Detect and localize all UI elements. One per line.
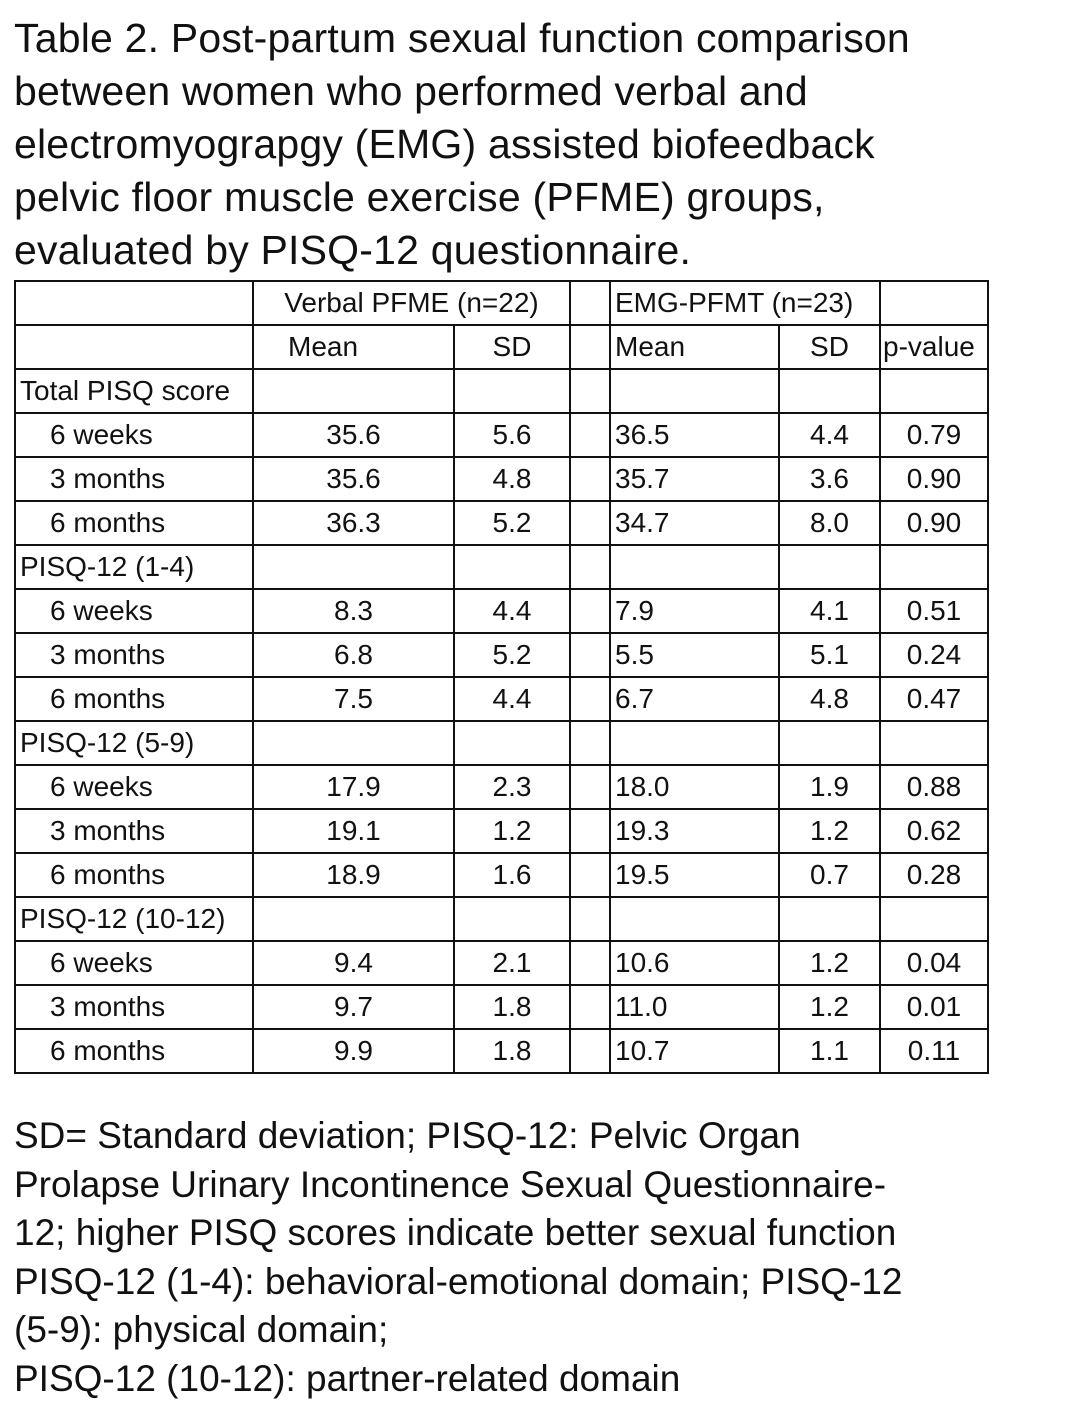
- emg-mean-cell: 10.6: [610, 941, 779, 985]
- table-row: [15, 457, 988, 501]
- p-value-cell: 0.04: [880, 941, 988, 985]
- empty-cell: [454, 897, 570, 941]
- table-row: [15, 1029, 988, 1073]
- gap-cell: [570, 809, 610, 853]
- time-point-cell: 6 weeks: [15, 413, 253, 457]
- footnote-line: 12; higher PISQ scores indicate better sexual function: [14, 1212, 897, 1253]
- time-point-cell: 3 months: [15, 985, 253, 1029]
- empty-cell: [253, 545, 454, 589]
- time-point-cell: 3 months: [15, 457, 253, 501]
- verbal-mean-cell: 9.4: [253, 941, 454, 985]
- section-label: Total PISQ score: [15, 369, 253, 413]
- table-row: [15, 413, 988, 457]
- verbal-sd-cell: 2.3: [454, 765, 570, 809]
- verbal-mean-cell: 35.6: [253, 457, 454, 501]
- empty-cell: [610, 369, 779, 413]
- time-point-cell: 3 months: [15, 633, 253, 677]
- time-point-cell: 6 weeks: [15, 765, 253, 809]
- p-value-cell: 0.90: [880, 501, 988, 545]
- gap-cell: [570, 853, 610, 897]
- time-point-cell: 6 months: [15, 501, 253, 545]
- p-value-cell: 0.51: [880, 589, 988, 633]
- gap-cell: [570, 281, 610, 325]
- section-label: PISQ-12 (10-12): [15, 897, 253, 941]
- verbal-mean-cell: 8.3: [253, 589, 454, 633]
- table-footnotes: [14, 1112, 1074, 1403]
- table-row: [15, 633, 988, 677]
- verbal-sd-cell: 5.6: [454, 413, 570, 457]
- verbal-sd-cell: 4.4: [454, 677, 570, 721]
- verbal-group-header: Verbal PFME (n=22): [253, 281, 570, 325]
- empty-header-cell: [880, 281, 988, 325]
- gap-cell: [570, 633, 610, 677]
- emg-sd-cell: 0.7: [779, 853, 880, 897]
- emg-mean-cell: 18.0: [610, 765, 779, 809]
- empty-cell: [570, 897, 610, 941]
- empty-cell: [253, 721, 454, 765]
- section-label: PISQ-12 (1-4): [15, 545, 253, 589]
- verbal-mean-cell: 7.5: [253, 677, 454, 721]
- emg-mean-cell: 10.7: [610, 1029, 779, 1073]
- empty-cell: [570, 545, 610, 589]
- verbal-sd-cell: 4.8: [454, 457, 570, 501]
- empty-cell: [880, 369, 988, 413]
- verbal-mean-cell: 6.8: [253, 633, 454, 677]
- verbal-sd-cell: 1.6: [454, 853, 570, 897]
- section-header-row: [15, 897, 988, 941]
- empty-header-cell: [15, 325, 253, 369]
- emg-sd-header: SD: [779, 325, 880, 369]
- table-row: [15, 941, 988, 985]
- empty-cell: [610, 545, 779, 589]
- time-point-cell: 6 weeks: [15, 941, 253, 985]
- emg-mean-cell: 36.5: [610, 413, 779, 457]
- emg-sd-cell: 8.0: [779, 501, 880, 545]
- verbal-sd-cell: 4.4: [454, 589, 570, 633]
- verbal-sd-cell: 5.2: [454, 501, 570, 545]
- empty-cell: [454, 721, 570, 765]
- emg-sd-cell: 1.9: [779, 765, 880, 809]
- gap-cell: [570, 1029, 610, 1073]
- verbal-sd-cell: 5.2: [454, 633, 570, 677]
- emg-sd-cell: 1.2: [779, 985, 880, 1029]
- gap-cell: [570, 677, 610, 721]
- emg-sd-cell: 4.1: [779, 589, 880, 633]
- caption-line: evaluated by PISQ-12 questionnaire.: [14, 227, 692, 273]
- footnote-line: PISQ-12 (1-4): behavioral-emotional domain; PISQ-12: [14, 1260, 903, 1302]
- emg-mean-cell: 11.0: [610, 985, 779, 1029]
- empty-cell: [779, 545, 880, 589]
- sub-header-row: [15, 325, 988, 369]
- emg-group-header: EMG-PFMT (n=23): [610, 281, 880, 325]
- section-header-row: [15, 721, 988, 765]
- emg-sd-cell: 4.8: [779, 677, 880, 721]
- empty-cell: [880, 545, 988, 589]
- table-row: [15, 501, 988, 545]
- emg-mean-cell: 6.7: [610, 677, 779, 721]
- verbal-mean-header: Mean: [253, 325, 454, 369]
- verbal-mean-cell: 9.7: [253, 985, 454, 1029]
- caption-line: between women who performed verbal and: [14, 68, 808, 114]
- time-point-cell: 3 months: [15, 809, 253, 853]
- emg-sd-cell: 4.4: [779, 413, 880, 457]
- empty-cell: [779, 897, 880, 941]
- caption-line: pelvic floor muscle exercise (PFME) groups,: [14, 174, 825, 220]
- time-point-cell: 6 months: [15, 1029, 253, 1073]
- emg-sd-cell: 1.2: [779, 941, 880, 985]
- empty-cell: [779, 721, 880, 765]
- empty-cell: [253, 369, 454, 413]
- gap-cell: [570, 457, 610, 501]
- verbal-mean-cell: 36.3: [253, 501, 454, 545]
- gap-cell: [570, 765, 610, 809]
- verbal-sd-cell: 2.1: [454, 941, 570, 985]
- verbal-sd-cell: 1.8: [454, 985, 570, 1029]
- footnote-line: SD= Standard deviation; PISQ-12: Pelvic Organ: [14, 1115, 801, 1156]
- time-point-cell: 6 months: [15, 853, 253, 897]
- p-value-cell: 0.88: [880, 765, 988, 809]
- table-row: [15, 677, 988, 721]
- gap-cell: [570, 325, 610, 369]
- emg-sd-cell: 1.2: [779, 809, 880, 853]
- section-header-row: [15, 545, 988, 589]
- p-value-cell: 0.62: [880, 809, 988, 853]
- emg-mean-header: Mean: [610, 325, 779, 369]
- empty-cell: [610, 897, 779, 941]
- time-point-cell: 6 weeks: [15, 589, 253, 633]
- empty-cell: [253, 897, 454, 941]
- p-value-cell: 0.01: [880, 985, 988, 1029]
- table-row: [15, 589, 988, 633]
- section-label: PISQ-12 (5-9): [15, 721, 253, 765]
- gap-cell: [570, 589, 610, 633]
- emg-sd-cell: 5.1: [779, 633, 880, 677]
- gap-cell: [570, 985, 610, 1029]
- emg-mean-cell: 19.3: [610, 809, 779, 853]
- empty-cell: [779, 369, 880, 413]
- emg-mean-cell: 5.5: [610, 633, 779, 677]
- verbal-sd-cell: 1.2: [454, 809, 570, 853]
- verbal-mean-cell: 19.1: [253, 809, 454, 853]
- empty-cell: [454, 545, 570, 589]
- emg-mean-cell: 19.5: [610, 853, 779, 897]
- group-header-row: [15, 281, 988, 325]
- p-value-cell: 0.47: [880, 677, 988, 721]
- empty-cell: [570, 369, 610, 413]
- footnote-line: Prolapse Urinary Incontinence Sexual Questionnaire-: [14, 1163, 887, 1205]
- caption-line: electromyograpgy (EMG) assisted biofeedback: [14, 121, 875, 167]
- p-value-cell: 0.79: [880, 413, 988, 457]
- p-value-cell: 0.24: [880, 633, 988, 677]
- verbal-sd-header: SD: [454, 325, 570, 369]
- empty-cell: [880, 721, 988, 765]
- verbal-mean-cell: 9.9: [253, 1029, 454, 1073]
- caption-line: Table 2. Post-partum sexual function comparison: [14, 15, 910, 61]
- table-row: [15, 985, 988, 1029]
- p-value-cell: 0.28: [880, 853, 988, 897]
- emg-mean-cell: 34.7: [610, 501, 779, 545]
- table-body: [15, 281, 988, 1073]
- table-row: [15, 809, 988, 853]
- table-caption: [14, 12, 1070, 277]
- emg-sd-cell: 3.6: [779, 457, 880, 501]
- gap-cell: [570, 501, 610, 545]
- empty-cell: [880, 897, 988, 941]
- empty-header-cell: [15, 281, 253, 325]
- emg-mean-cell: 35.7: [610, 457, 779, 501]
- verbal-mean-cell: 18.9: [253, 853, 454, 897]
- table-row: [15, 765, 988, 809]
- empty-cell: [570, 721, 610, 765]
- section-header-row: [15, 369, 988, 413]
- gap-cell: [570, 941, 610, 985]
- verbal-sd-cell: 1.8: [454, 1029, 570, 1073]
- verbal-mean-cell: 35.6: [253, 413, 454, 457]
- footnote-line: (5-9): physical domain;: [14, 1309, 389, 1350]
- results-table: [14, 280, 989, 1074]
- gap-cell: [570, 413, 610, 457]
- empty-cell: [610, 721, 779, 765]
- emg-mean-cell: 7.9: [610, 589, 779, 633]
- p-value-cell: 0.90: [880, 457, 988, 501]
- footnote-line: PISQ-12 (10-12): partner-related domain: [14, 1357, 681, 1399]
- p-value-cell: 0.11: [880, 1029, 988, 1073]
- verbal-mean-cell: 17.9: [253, 765, 454, 809]
- table-row: [15, 853, 988, 897]
- empty-cell: [454, 369, 570, 413]
- emg-sd-cell: 1.1: [779, 1029, 880, 1073]
- p-value-header: p-value: [880, 325, 988, 369]
- time-point-cell: 6 months: [15, 677, 253, 721]
